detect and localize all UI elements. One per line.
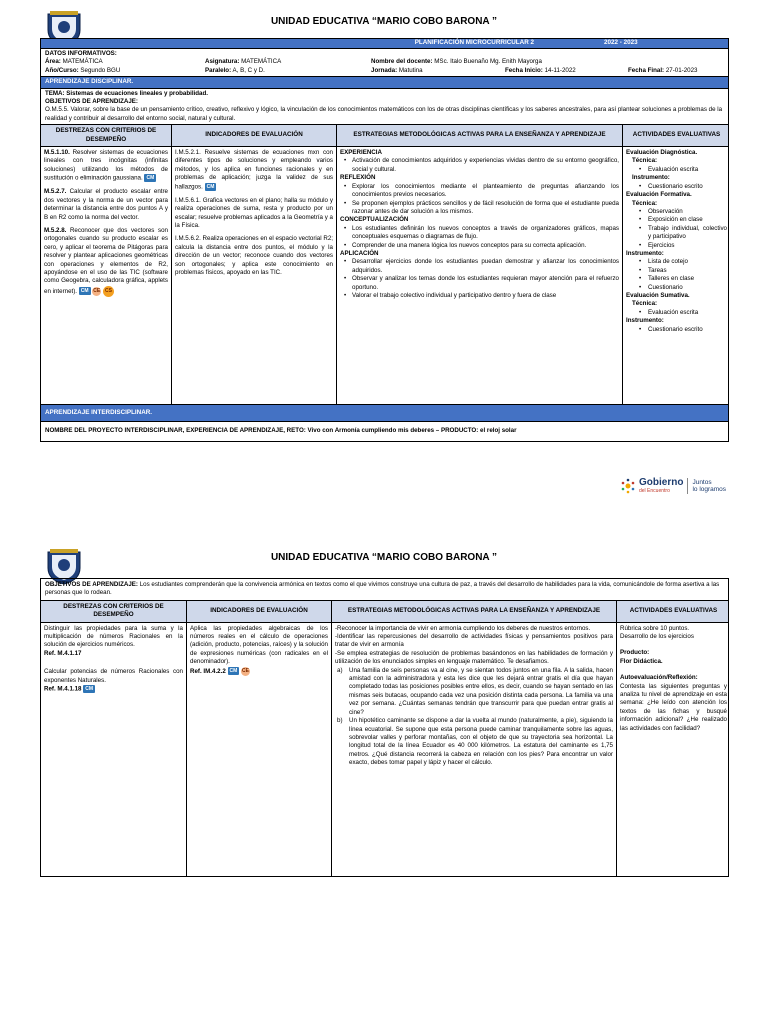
jornada-field: Jornada: Matutina [371, 66, 423, 74]
problem-b: b) Un hipotético caminante se dispone a dar la vuelta al mundo (naturalmente, a pie), siguiendo la línea ecuatorial. Se supone que esta persona puede caminar tranquilamente sobre las aguas, sobrevolar valles y perforar montañas, con el objeto de que su trayectoria sea horizontal. La longitud total de la línea Ecuador es 40 000 kilómetros. La estatura del caminante es 1,75 metros. ¿Qué distancia recorrerá la cabeza en relación con los pies? Para encontrar un valor exacto, debes tomar papel y lápiz y hacer el cálculo. [337, 717, 613, 767]
list-item: • Desarrollar ejercicios donde los estudiantes puedan demostrar y afianzar los conocimientos adquiridos. [340, 258, 619, 275]
objetivos-text: Los estudiantes comprenderán que la convivencia armónica en textos como el que vivimos construye una cultura de paz, a través del desarrollo de habilidades para la vida, comunicándole de forma asertiva a las personas que lo rodean. [45, 581, 720, 597]
objetivo-text: O.M.5.5. Valorar, sobre la base de un pensamiento crítico, creativo, reflexivo y lógico, la vinculación de los conocimientos matemáticos con los de otras disciplinas científicas y los saberes ancestrales, para así plantear soluciones a problemas de la realidad y contribuir al desarrollo del entorno social, natural y cultural. [45, 106, 723, 122]
interdisciplinar-heading: APRENDIZAJE INTERDISCIPLINAR. [41, 404, 728, 421]
objetivos-label: OBJETIVOS DE APRENDIZAJE: [45, 581, 138, 588]
table-header [41, 124, 728, 146]
tema: TEMA: Sistemas de ecuaciones lineales y probabilidad. [45, 89, 208, 97]
gobierno-slogan: Juntos lo logramos [692, 479, 727, 493]
autoevaluacion-text: Contesta las siguientes preguntas y analiza tu nivel de aprendizaje en esta semana: ¿He leído con atención los textos de las fichas y busqué información adicional? ¿He realizado las actividades con facilidad? [620, 682, 727, 732]
cm-badge-icon: CM [229, 668, 238, 675]
list-item: • Cuestionario escrito [626, 183, 727, 191]
gobierno-name: Gobierno [639, 477, 684, 488]
eval-sumativa-label: Evaluación Sumativa. [626, 291, 690, 299]
list-item: • Cuestionario escrito [626, 326, 727, 334]
docente-field: Nombre del docente: MSc. Italo Buenaño Mg. Enith Mayorga [371, 58, 542, 66]
cm-badge-icon: CM [146, 175, 155, 182]
destreza-2-ref: Ref. M.4.1.18 CM [44, 685, 94, 693]
cm-badge-icon: CM [206, 183, 215, 190]
gobierno-logo [620, 478, 726, 494]
info-grid [45, 58, 724, 75]
estrategia-2: -Identificar las repercusiones del desarrollo de actividades físicas y pensamientos positivos para tratar de vivir en armonía [335, 633, 613, 649]
disciplinar-heading: APRENDIZAJE DISCIPLINAR. [41, 76, 728, 87]
planning-document-2 [40, 578, 729, 877]
indicador-1: Aplica las propiedades algebraicas de los números reales en el cálculo de operaciones (adición, producto, potencias, raíces) y la solución de expresiones numéricas (con radicales en el denominador). [190, 624, 328, 666]
header-indicadores: INDICADORES DE EVALUACIÓN [172, 125, 337, 146]
info-section [41, 48, 728, 76]
actividad-rubrica: Rúbrica sobre 10 puntos. [620, 624, 690, 632]
actividad-desarrollo: Desarrollo de los ejercicios [620, 633, 694, 641]
instrumento-label: Instrumento: [626, 317, 664, 325]
destreza-1: M.5.1.10. Resolver sistemas de ecuaciones lineales con tres incógnitas (infinitas soluciones) utilizando los métodos de sustitución o eliminación gaussiana. CM [44, 149, 168, 182]
destreza-2: M.5.2.7. Calcular el producto escalar entre dos vectores y la norma de un vector para determinar la distancia entre dos puntos A y B en R2 como la norma del vector. [44, 188, 168, 221]
header-estrategias: ESTRATEGIAS METODOLÓGICAS ACTIVAS PARA LA ENSEÑANZA Y APRENDIZAJE [332, 601, 617, 622]
plan-year: 2022 - 2023 [604, 39, 638, 47]
destreza-2: Calcular potencias de números Racionales con exponentes Naturales. [44, 668, 183, 684]
problem-a: a) Una familia de seis personas va al cine, y se sientan todos juntos en una fila. A la salida, hacen amistad con la administradora y esta les dice que les dejará entrar gratis el día que hayan completado todas las posiciones posibles entre ellos, es decir, cuando se hayan sentado en las mismas seis butacas, ocupando cada vez una posición distinta cada persona. La familia va una vez por semana. ¿Cuántas semanas tendrán que transcurrir para que puedan entrar gratis al cine? [337, 666, 613, 716]
indicador-1-ref: Ref. IM.4.2.2 CM CE [190, 667, 249, 675]
header-actividades: ACTIVIDADES EVALUATIVAS [632, 131, 721, 139]
area-field: Área: MATEMÁTICA [45, 58, 103, 66]
objetivos-section [41, 579, 728, 600]
list-item: • Talleres en clase [626, 275, 727, 283]
header-destrezas: DESTREZAS CON CRITERIOS DE DESEMPEÑO [41, 601, 187, 622]
table-body [41, 622, 728, 876]
conceptualizacion-label: CONCEPTUALIZACIÓN [340, 216, 409, 224]
reflexion-label: REFLEXIÓN [340, 174, 376, 182]
info-heading: DATOS INFORMATIVOS: [45, 50, 117, 57]
list-item: • Observar y analizar los temas donde los estudiantes requieran mayor atención para el refuerzo oportuno. [340, 275, 619, 292]
asignatura-field: Asignatura: MATEMÁTICA [205, 58, 282, 66]
header-destrezas: DESTREZAS CON CRITERIOS DE DESEMPEÑO [41, 125, 172, 146]
eval-formativa-label: Evaluación Formativa. [626, 191, 692, 199]
tecnica-label: Técnica: [632, 157, 658, 165]
estrategia-1: -Reconocer la importancia de vivir en armonía cumpliendo los deberes de nuestros entornos. [335, 624, 591, 632]
indicador-1: I.M.5.2.1. Resuelve sistemas de ecuaciones mxn con diferentes tipos de soluciones y empleando varios métodos, y los aplica en funciones racionales y en problemas de aplicación; juzga la validez de sus hallazgos. CM [175, 149, 333, 191]
actividades-cell [617, 623, 730, 876]
gobierno-sun-icon [620, 478, 636, 494]
inicio-field: Fecha Inicio: 14-11-2022 [505, 66, 576, 74]
list-item: • Explorar los conocimientos mediante el planteamiento de preguntas afianzando los conocimientos previos necesarios. [340, 183, 619, 200]
disciplinar-section [41, 88, 728, 125]
destrezas-cell [41, 147, 172, 404]
estrategia-3: -Se emplea estrategias de resolución de problemas basándonos en las habilidades de formación y utilización de los enunciados simples en lenguaje matemático. Te desafiamos. [335, 649, 613, 666]
list-item: • Valorar el trabajo colectivo individual y participativo dentro y fuera de clase [340, 292, 619, 300]
header-estrategias: ESTRATEGIAS METODOLÓGICAS ACTIVAS PARA LA ENSEÑANZA Y APRENDIZAJE [337, 125, 623, 146]
indicador-3: I.M.5.6.2. Realiza operaciones en el espacio vectorial R2; calcula la distancia entre dos puntos, el módulo y la dirección de un vector; reconoce cuando dos vectores son ortogonales; y aplica este conocimiento en problemas físicos, apoyado en las TIC. [175, 235, 333, 276]
header-indicadores: INDICADORES DE EVALUACIÓN [187, 601, 332, 622]
planning-document [40, 38, 729, 442]
estrategias-cell [332, 623, 617, 876]
actividades-cell [623, 147, 730, 404]
cm-badge-icon: CM [80, 288, 89, 295]
gobierno-divider [687, 478, 688, 494]
list-item: • Ejercicios [626, 242, 727, 250]
producto-value: Flor Didáctica. [620, 657, 663, 665]
producto-label: Producto: [620, 649, 650, 657]
cm-badge-icon: CM [85, 686, 94, 693]
school-title: UNIDAD EDUCATIVA “MARIO COBO BARONA ” [270, 16, 498, 27]
school-title: UNIDAD EDUCATIVA “MARIO COBO BARONA ” [270, 552, 498, 563]
list-item: • Tareas [626, 267, 727, 275]
destreza-1-ref: Ref. M.4.1.17 [44, 649, 82, 657]
list-item: • Se proponen ejemplos prácticos sencillos y de fácil resolución de forma que el estudiante pueda razonar antes de dar solución a los mismos. [340, 200, 619, 217]
tecnica-label: Técnica: [632, 300, 658, 308]
instrumento-label: Instrumento: [626, 249, 664, 257]
instrumento-label: Instrumento: [632, 174, 670, 182]
tecnica-label: Técnica: [632, 199, 658, 207]
destreza-3: M.5.2.8. Reconocer que dos vectores son ortogonales cuando su producto escalar es cero, y aplicar el teorema de Pitágoras para resolver y plantear aplicaciones geométricas con operaciones y elementos de R2, apoyándose en el uso de las TIC (software como Geogebra, calculadora gráfica, applets en internet). CM CE CS [44, 226, 168, 295]
list-item: • Comprender de una manera lógica los nuevos conceptos para su correcta aplicación. [340, 242, 619, 250]
eval-diagnostica-label: Evaluación Diagnóstica. [626, 149, 698, 157]
destreza-1: Distinguir las propiedades para la suma y la multiplicación de números Racionales en la solución de ejercicios numéricos. [44, 624, 183, 649]
objetivos-label: OBJETIVOS DE APRENDIZAJE: [45, 98, 138, 106]
page-2 [0, 540, 768, 1024]
list-item: • Cuestionario [626, 284, 727, 292]
aplicacion-label: APLICACIÓN [340, 249, 379, 257]
table-header [41, 600, 728, 622]
list-item: • Trabajo individual, colectivo y participativo [626, 225, 727, 242]
list-item: • Evaluación escrita [626, 309, 727, 317]
autoevaluacion-label: Autoevaluación/Reflexión: [620, 674, 698, 682]
indicador-2: I.M.5.6.1. Grafica vectores en el plano; halla su módulo y realiza operaciones de suma, resta y producto por un escalar; resuelve problemas aplicados a la Geometría y a la Física. [175, 196, 333, 229]
list-item: • Evaluación escrita [626, 166, 727, 174]
list-item: • Activación de conocimientos adquiridos y experiencias vividas dentro de su entorno geográfico, social y cultural. [340, 157, 619, 174]
cs-badge-icon: CS [103, 286, 114, 297]
estrategias-cell [337, 147, 623, 404]
header-actividades: ACTIVIDADES EVALUATIVAS [629, 607, 718, 615]
gobierno-sub: del Encuentro [639, 488, 670, 494]
plan-title-row [41, 39, 728, 48]
table-body [41, 146, 728, 404]
list-item: • Lista de cotejo [626, 258, 727, 266]
plan-title: PLANIFICACIÓN MICROCURRICULAR 2 [414, 39, 534, 47]
experiencia-label: EXPERIENCIA [340, 149, 382, 157]
list-item: • Observación [626, 208, 727, 216]
ce-badge-icon: CE [93, 287, 101, 294]
paralelo-field: Paralelo: A, B, C y D. [205, 66, 265, 74]
ce-badge-icon: CE [242, 667, 249, 674]
indicadores-cell [172, 147, 337, 404]
proyecto-text: NOMBRE DEL PROYECTO INTERDISCIPLINAR, EXPERIENCIA DE APRENDIZAJE, RETO: Vivo con Armonía cumpliendo mis deberes – PRODUCTO: el reloj solar [41, 421, 728, 440]
list-item: • Los estudiantes definirán los nuevos conceptos a través de organizadores gráficos, mapas conceptuales esquemas o diagramas de flujo. [340, 225, 619, 242]
final-field: Fecha Final: 27-01-2023 [628, 66, 698, 74]
indicadores-cell [187, 623, 332, 876]
destrezas-cell [41, 623, 187, 876]
list-item: • Exposición en clase [626, 216, 727, 224]
curso-field: Año/Curso: Segundo BGU [45, 66, 121, 74]
